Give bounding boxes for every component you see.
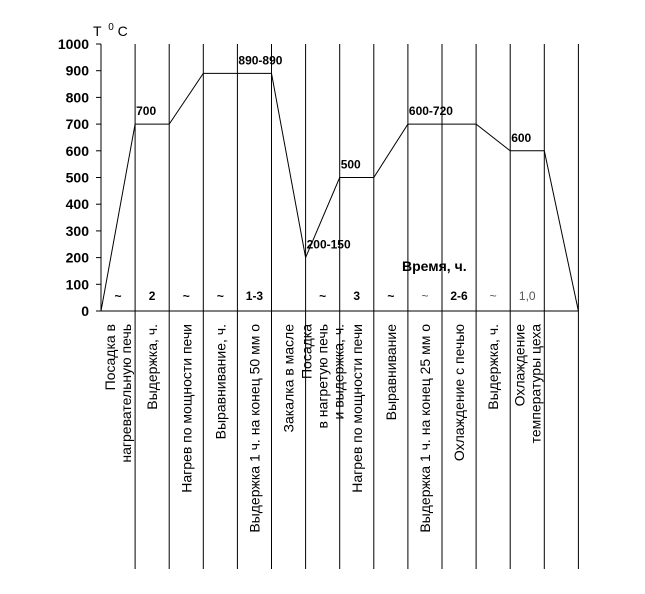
- stage-label: [246, 324, 262, 533]
- stage-label-line: Выдержка 1 ч. на конец 50 мм о: [246, 324, 263, 533]
- y-tick-label: 900: [65, 62, 89, 79]
- segment-duration: 1-3: [245, 289, 264, 303]
- stage-label-line: Выдержка 1 ч. на конец 25 мм о: [416, 324, 433, 533]
- y-axis-label-superscript: 0: [108, 22, 114, 33]
- y-tick-label: 500: [65, 169, 89, 186]
- stage-label-line: Закалка в масле: [280, 324, 297, 433]
- stage-label-line: и выдержка, ч.: [330, 324, 347, 420]
- stage-label: [511, 324, 543, 444]
- stage-label-line: температуры цеха: [527, 324, 544, 444]
- stage-label-line: Выдержка, ч.: [144, 324, 161, 410]
- y-tick-label: 200: [65, 249, 89, 266]
- y-tick-label: 300: [65, 222, 89, 239]
- stage-label-line: нагревательную печь: [118, 324, 135, 463]
- stage-label: [102, 324, 134, 463]
- stage-label-line: Посадка в: [102, 324, 119, 391]
- segment-duration-labels: [115, 289, 536, 303]
- stage-label-line: Охлаждение с печью: [451, 324, 468, 462]
- stage-label: [451, 324, 467, 461]
- stage-label-line: Посадка: [298, 324, 315, 380]
- segment-duration: 3: [353, 289, 361, 303]
- stage-label-line: Выдержка, ч.: [485, 324, 502, 410]
- data-label: 700: [136, 104, 157, 119]
- stage-label: [144, 324, 160, 410]
- chart-axes: [96, 44, 578, 311]
- segment-duration: ~: [489, 289, 497, 303]
- stage-label-line: в нагретую печь: [314, 324, 331, 429]
- y-tick-label: 700: [65, 116, 89, 133]
- segment-duration: ~: [421, 289, 429, 303]
- y-axis-label-unit: C: [117, 23, 128, 39]
- segment-duration: 1,0: [518, 289, 536, 303]
- stage-label-line: Выравнивание, ч.: [212, 324, 229, 440]
- segment-duration: ~: [182, 289, 190, 303]
- y-tick-label: 0: [81, 303, 89, 319]
- data-label: 890-890: [238, 53, 283, 68]
- segment-duration: ~: [387, 289, 395, 303]
- stage-label: [485, 324, 501, 410]
- stage-label-line: Нагрев по мощности печи: [348, 324, 365, 493]
- stage-label-line: Охлаждение: [511, 324, 528, 407]
- stage-labels: [102, 324, 543, 533]
- y-tick-label: 600: [65, 142, 89, 159]
- stage-label: [178, 324, 194, 493]
- y-axis-label: [93, 17, 128, 39]
- stage-label: [349, 324, 365, 493]
- y-tick-label: 800: [65, 89, 89, 106]
- segment-duration: 2-6: [450, 289, 468, 303]
- data-annotations: [136, 53, 531, 251]
- data-label: 200-150: [306, 237, 351, 252]
- stage-label: [417, 324, 433, 533]
- y-tick-label: 400: [65, 196, 89, 213]
- y-tick-labels: [58, 36, 89, 319]
- data-label: 600-720: [408, 104, 453, 119]
- stage-label: [383, 324, 399, 421]
- data-label: 500: [340, 157, 361, 172]
- stage-label: [281, 324, 297, 433]
- stage-label-line: Выравнивание: [382, 324, 399, 421]
- data-label: 600: [511, 130, 532, 145]
- stage-label: [212, 324, 228, 439]
- segment-duration: ~: [216, 289, 224, 303]
- segment-duration: ~: [114, 289, 122, 303]
- segment-duration: ~: [319, 289, 327, 303]
- stage-label-line: Нагрев по мощности печи: [178, 324, 195, 493]
- x-axis-label: Время, ч.: [402, 258, 467, 274]
- segment-duration: 2: [148, 289, 156, 303]
- y-tick-label: 1000: [57, 36, 89, 52]
- y-tick-label: 100: [65, 276, 89, 293]
- y-axis-label-symbol: T: [93, 23, 102, 39]
